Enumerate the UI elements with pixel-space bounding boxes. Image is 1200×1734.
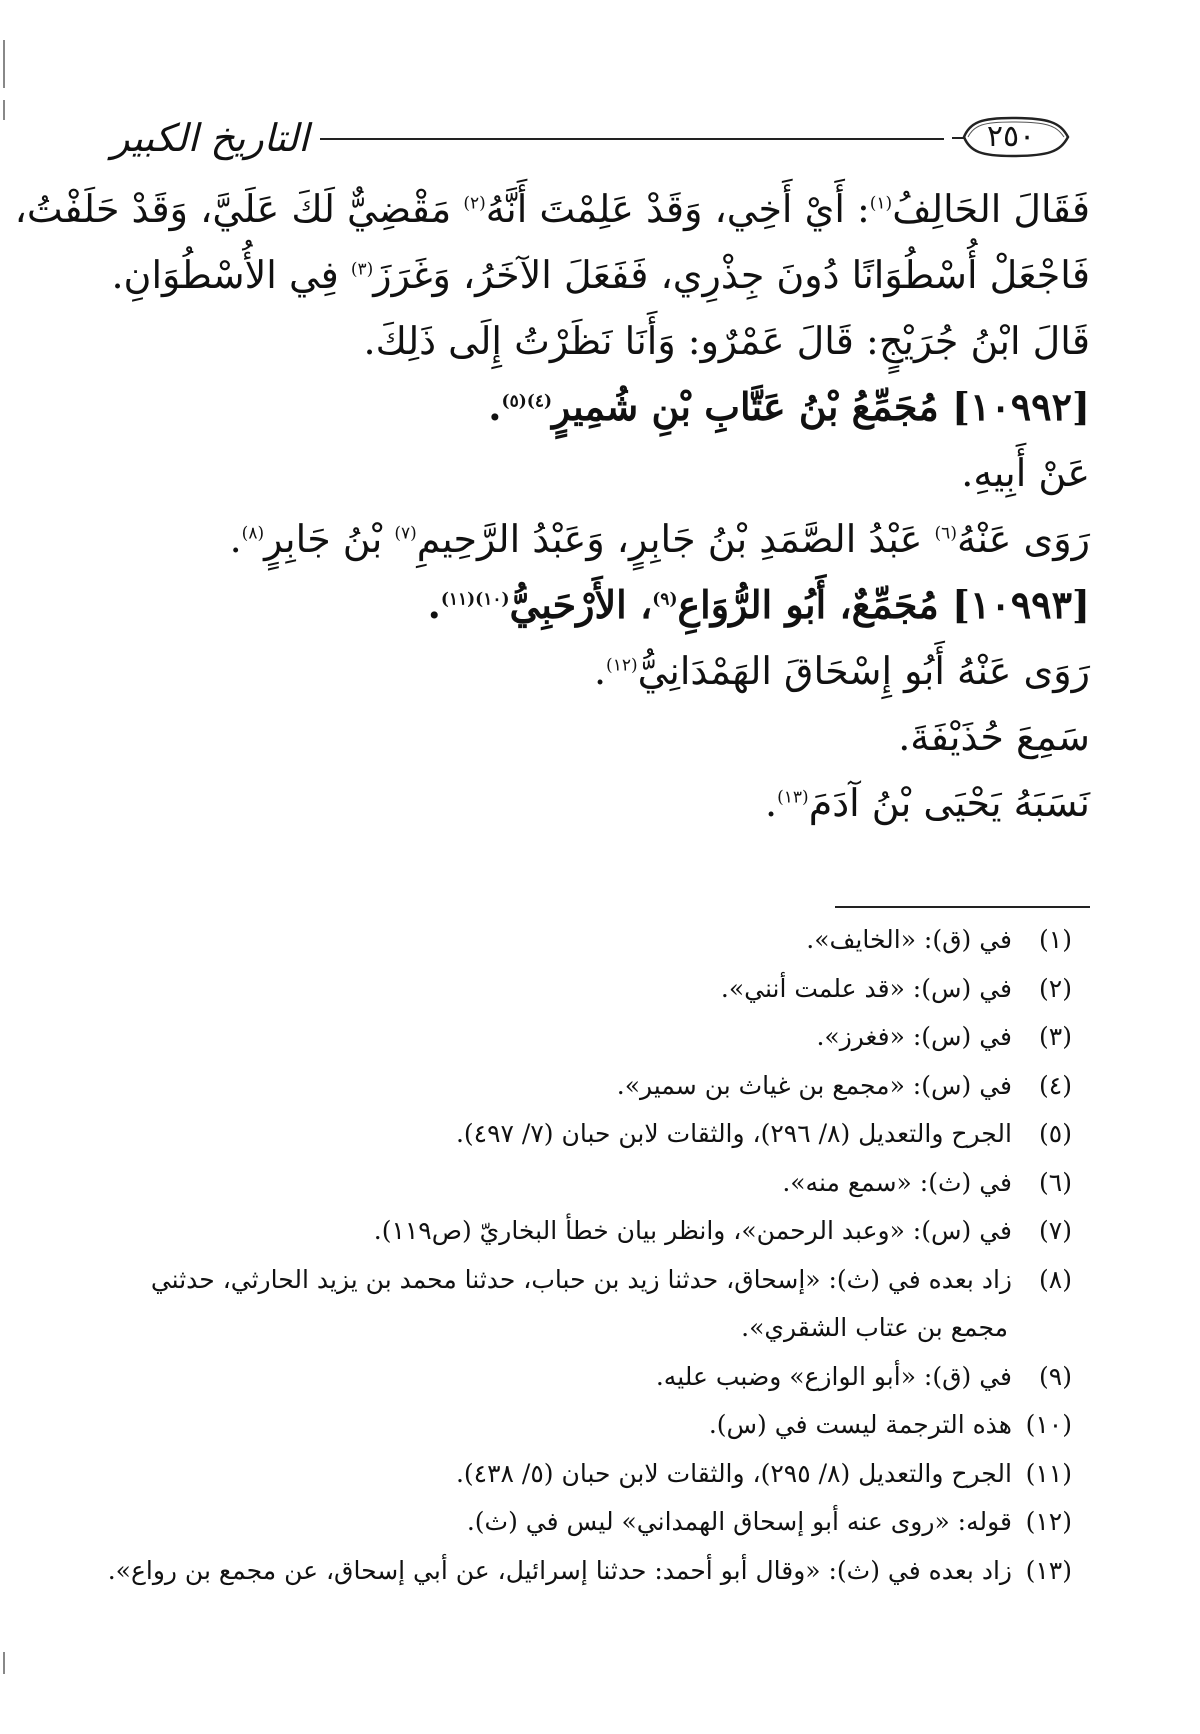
page-number-badge <box>952 114 1070 160</box>
text-line <box>130 704 1090 770</box>
entry-heading <box>130 572 1090 638</box>
footnote-ref: (٦) <box>934 523 957 544</box>
footnote <box>132 1159 1072 1208</box>
text-segment: . <box>765 781 778 825</box>
footnote-text: في (ق): «الخايف». <box>806 925 1012 954</box>
text-line <box>130 638 1090 704</box>
footnote-text: زاد بعده في (ث): «إسحاق، حدثنا زيد بن حباب، حدثنا محمد بن يزيد الحارثي، حدثني <box>150 1264 1012 1294</box>
footnote <box>132 1062 1072 1111</box>
footnote-text: الجرح والتعديل (٨/ ٢٩٥)، والثقات لابن حبان (٥/ ٤٣٨). <box>455 1458 1012 1488</box>
text-segment: . <box>593 649 607 693</box>
footnote-text: في (س): «وعبد الرحمن»، وانظر بيان خطأ البخاريّ (ص١١٩). <box>373 1216 1012 1245</box>
footnote-ref: (١٢) <box>606 655 638 676</box>
running-title: التاريخ الكبير <box>111 116 309 160</box>
footnote-number: (٨) <box>1039 1264 1072 1294</box>
footnote-text: هذه الترجمة ليست في (س). <box>708 1410 1012 1439</box>
footnote-ref: (٤)(٥) <box>501 391 552 412</box>
footnote <box>132 1207 1072 1256</box>
footnote-text: في (س): «قد علمت أنني». <box>720 973 1012 1003</box>
text-segment: فَاجْعَلْ أُسْطُوَانًا دُونَ جِذْرِي، فَفَعَلَ الآخَرُ، وَغَرَزَ <box>373 253 1090 297</box>
footnote <box>132 916 1072 965</box>
footnote-ref: (١٠)(١١) <box>440 589 510 610</box>
footnote-text: في (ث): «سمع منه». <box>782 1167 1012 1197</box>
footnote-continuation: مجمع بن عتاب الشقري». <box>741 1313 1008 1342</box>
main-text <box>14 176 1090 836</box>
text-segment: عَنْ أَبِيهِ. <box>961 451 1090 495</box>
footnote-text: في (س): «فغرز». <box>816 1022 1012 1051</box>
footnote-number: (٦) <box>1039 1167 1072 1197</box>
footnote-separator <box>835 906 1090 908</box>
footnote <box>107 1547 1072 1596</box>
text-segment: فَقَالَ الحَالِفُ <box>892 187 1090 231</box>
text-line <box>111 242 1090 308</box>
footnote <box>132 1450 1072 1499</box>
text-segment: رَوَى عَنْهُ <box>956 517 1090 561</box>
text-segment: قَالَ ابْنُ جُرَيْجٍ: قَالَ عَمْرٌو: وَأَنَا نَظَرْتُ إِلَى ذَلِكَ. <box>363 319 1090 363</box>
page-header <box>110 108 1070 168</box>
footnote <box>132 1353 1072 1402</box>
page-number: ٢٥٠ <box>986 119 1036 154</box>
footnote-text: في (ق): «أبو الوازع» وضبب عليه. <box>655 1361 1012 1391</box>
footnote <box>132 965 1072 1014</box>
footnote <box>132 1498 1072 1547</box>
text-segment: . <box>488 384 502 429</box>
text-segment: رَوَى عَنْهُ أَبُو إِسْحَاقَ الهَمْدَانِيُّ <box>637 649 1090 693</box>
footnotes <box>107 916 1072 1595</box>
footnote <box>132 1110 1072 1159</box>
text-segment: نَسَبَهُ يَحْيَى بْنُ آدَمَ <box>808 781 1090 825</box>
text-line <box>130 770 1090 836</box>
text-segment: [١٠٩٩٣] مُجَمِّعٌ، أَبُو الرُّوَاعِ <box>677 582 1090 627</box>
text-line <box>130 506 1090 572</box>
footnote-number: (٣) <box>1039 1022 1072 1051</box>
entry-heading <box>130 374 1090 440</box>
footnote-ref: (٧) <box>394 523 417 544</box>
footnote-text: في (س): «مجمع بن غياث بن سمير». <box>616 1070 1012 1100</box>
footnote-number: (٥) <box>1039 1119 1072 1148</box>
footnote <box>132 1401 1072 1450</box>
footnote <box>132 1013 1072 1062</box>
footnote-number: (١) <box>1039 925 1072 954</box>
text-segment: ، الأَرْحَبِيُّ <box>509 582 653 627</box>
footnote-number: (٤) <box>1039 1070 1072 1100</box>
footnote-number: (١٠) <box>1025 1410 1072 1439</box>
header-rule <box>320 138 944 140</box>
text-segment: [١٠٩٩٢] مُجَمِّعُ بْنُ عَتَّابِ بْنِ شُمِيرٍ <box>552 384 1090 429</box>
scan-edge-mark <box>3 40 5 88</box>
text-line <box>14 176 1090 242</box>
footnote-number: (٢) <box>1039 973 1072 1003</box>
text-line <box>130 308 1090 374</box>
text-segment: بْنُ جَابِرٍ <box>264 517 395 561</box>
text-segment: . <box>229 517 242 561</box>
footnote-number: (٩) <box>1039 1361 1072 1391</box>
text-segment: : أَيْ أَخِي، وَقَدْ عَلِمْتَ أَنَّهُ <box>485 187 870 231</box>
scan-edge-mark <box>3 1652 5 1674</box>
footnote-text: زاد بعده في (ث): «وقال أبو أحمد: حدثنا إسرائيل، عن أبي إسحاق، عن مجمع بن رواع». <box>107 1555 1012 1585</box>
footnote-ref: (١) <box>869 193 893 214</box>
text-segment: مَقْضِيٌّ لَكَ عَلَيَّ، وَقَدْ حَلَفْتُ، <box>14 187 464 231</box>
text-line <box>130 440 1090 506</box>
footnote-text: قوله: «روى عنه أبو إسحاق الهمداني» ليس في (ث). <box>466 1507 1012 1536</box>
footnote-number: (١٣) <box>1025 1555 1072 1585</box>
footnote-number: (١١) <box>1025 1458 1072 1488</box>
footnote-ref: (٣) <box>350 259 374 280</box>
text-segment: سَمِعَ حُذَيْفَةَ. <box>898 715 1090 759</box>
footnote-ref: (٢) <box>463 193 486 214</box>
scan-edge-mark <box>3 100 5 120</box>
text-segment: عَبْدُ الصَّمَدِ بْنُ جَابِرٍ، وَعَبْدُ الرَّحِيمِ <box>416 517 935 561</box>
text-segment: فِي الأُسْطُوَانِ. <box>111 253 351 297</box>
footnote-ref: (٩) <box>652 589 678 610</box>
footnote-ref: (١٣) <box>777 787 809 808</box>
footnote-ref: (٨) <box>241 523 265 544</box>
footnote-text: الجرح والتعديل (٨/ ٢٩٦)، والثقات لابن حبان (٧/ ٤٩٧). <box>455 1119 1012 1148</box>
footnote <box>132 1256 1072 1305</box>
text-segment: . <box>427 582 441 627</box>
footnote-number: (١٢) <box>1025 1507 1072 1536</box>
footnote-number: (٧) <box>1039 1216 1072 1245</box>
